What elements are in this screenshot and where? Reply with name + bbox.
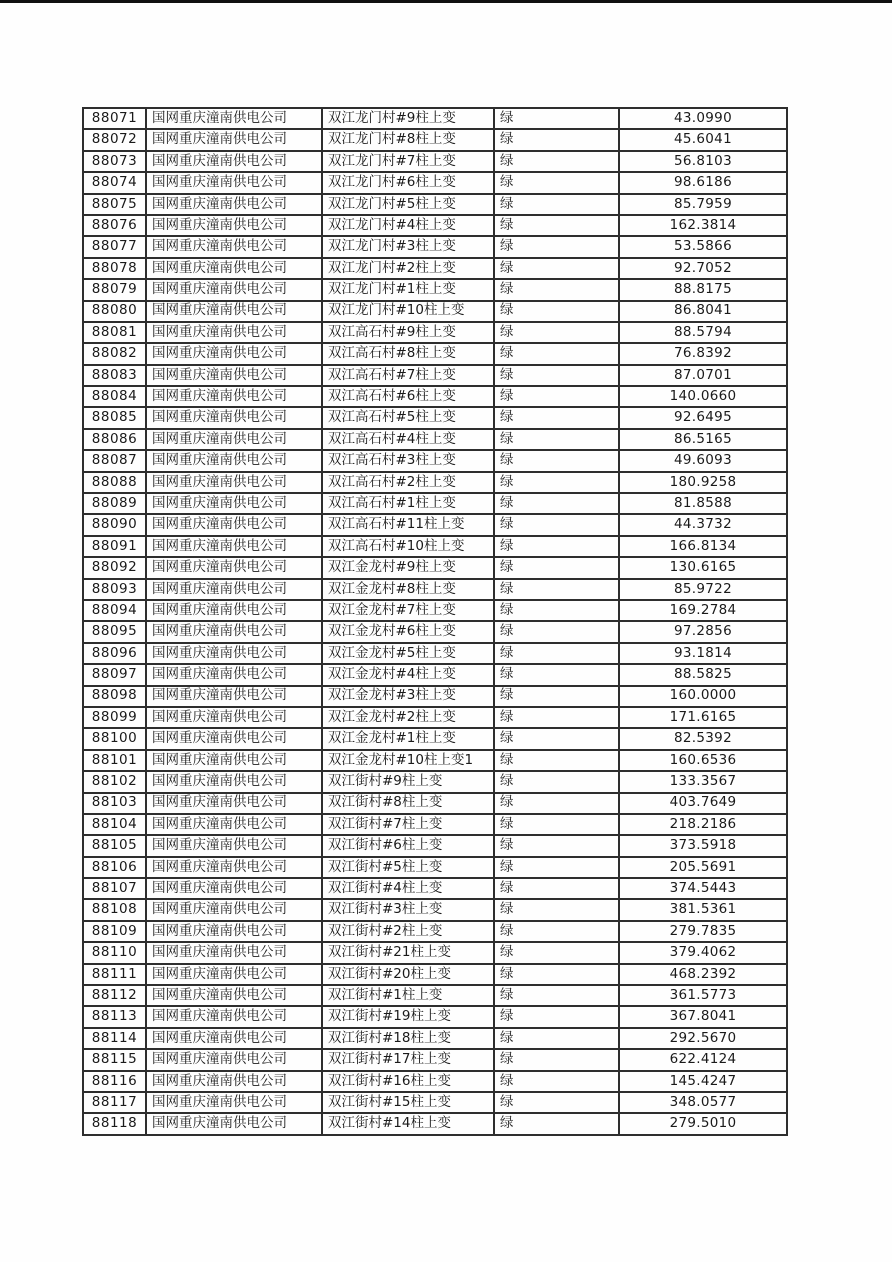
cell-company: 国网重庆潼南供电公司 (146, 386, 322, 407)
cell-id: 88088 (83, 472, 146, 493)
cell-id: 88091 (83, 536, 146, 557)
top-border-bar (0, 0, 892, 3)
cell-company: 国网重庆潼南供电公司 (146, 643, 322, 664)
cell-company: 国网重庆潼南供电公司 (146, 514, 322, 535)
table-row (83, 236, 787, 257)
table-row (83, 365, 787, 386)
cell-company: 国网重庆潼南供电公司 (146, 878, 322, 899)
cell-id: 88110 (83, 942, 146, 963)
cell-id: 88072 (83, 129, 146, 150)
cell-id: 88078 (83, 258, 146, 279)
cell-company: 国网重庆潼南供电公司 (146, 1092, 322, 1113)
cell-status: 绿 (494, 1092, 619, 1113)
cell-value: 53.5866 (619, 236, 787, 257)
cell-id: 88112 (83, 985, 146, 1006)
cell-value: 218.2186 (619, 814, 787, 835)
table-row (83, 750, 787, 771)
cell-name: 双江街村#2柱上变 (322, 921, 494, 942)
cell-name: 双江高石村#11柱上变 (322, 514, 494, 535)
cell-name: 双江金龙村#1柱上变 (322, 728, 494, 749)
cell-value: 361.5773 (619, 985, 787, 1006)
cell-company: 国网重庆潼南供电公司 (146, 343, 322, 364)
cell-id: 88083 (83, 365, 146, 386)
table-row (83, 964, 787, 985)
cell-id: 88117 (83, 1092, 146, 1113)
cell-status: 绿 (494, 215, 619, 236)
cell-name: 双江街村#17柱上变 (322, 1049, 494, 1070)
cell-company: 国网重庆潼南供电公司 (146, 557, 322, 578)
table-row (83, 407, 787, 428)
cell-id: 88076 (83, 215, 146, 236)
cell-status: 绿 (494, 1006, 619, 1027)
cell-company: 国网重庆潼南供电公司 (146, 750, 322, 771)
cell-value: 88.5794 (619, 322, 787, 343)
cell-company: 国网重庆潼南供电公司 (146, 835, 322, 856)
table-row (83, 814, 787, 835)
cell-company: 国网重庆潼南供电公司 (146, 771, 322, 792)
cell-status: 绿 (494, 407, 619, 428)
cell-company: 国网重庆潼南供电公司 (146, 194, 322, 215)
cell-company: 国网重庆潼南供电公司 (146, 172, 322, 193)
cell-id: 88100 (83, 728, 146, 749)
cell-company: 国网重庆潼南供电公司 (146, 236, 322, 257)
cell-name: 双江街村#4柱上变 (322, 878, 494, 899)
cell-status: 绿 (494, 365, 619, 386)
table-row (83, 301, 787, 322)
cell-status: 绿 (494, 621, 619, 642)
cell-company: 国网重庆潼南供电公司 (146, 921, 322, 942)
cell-status: 绿 (494, 664, 619, 685)
cell-id: 88109 (83, 921, 146, 942)
cell-status: 绿 (494, 514, 619, 535)
cell-name: 双江龙门村#2柱上变 (322, 258, 494, 279)
cell-name: 双江金龙村#8柱上变 (322, 579, 494, 600)
cell-name: 双江街村#16柱上变 (322, 1071, 494, 1092)
cell-status: 绿 (494, 964, 619, 985)
cell-id: 88106 (83, 857, 146, 878)
cell-id: 88101 (83, 750, 146, 771)
cell-company: 国网重庆潼南供电公司 (146, 728, 322, 749)
cell-status: 绿 (494, 1113, 619, 1134)
cell-company: 国网重庆潼南供电公司 (146, 472, 322, 493)
cell-name: 双江高石村#6柱上变 (322, 386, 494, 407)
table-row (83, 129, 787, 150)
cell-value: 379.4062 (619, 942, 787, 963)
table-row (83, 215, 787, 236)
table-row (83, 728, 787, 749)
cell-name: 双江街村#5柱上变 (322, 857, 494, 878)
cell-status: 绿 (494, 536, 619, 557)
cell-company: 国网重庆潼南供电公司 (146, 793, 322, 814)
cell-status: 绿 (494, 429, 619, 450)
cell-id: 88115 (83, 1049, 146, 1070)
cell-name: 双江高石村#10柱上变 (322, 536, 494, 557)
cell-status: 绿 (494, 600, 619, 621)
cell-id: 88080 (83, 301, 146, 322)
cell-name: 双江街村#8柱上变 (322, 793, 494, 814)
cell-value: 98.6186 (619, 172, 787, 193)
cell-value: 92.7052 (619, 258, 787, 279)
table-row (83, 108, 787, 129)
table-row (83, 557, 787, 578)
cell-value: 622.4124 (619, 1049, 787, 1070)
cell-status: 绿 (494, 921, 619, 942)
cell-id: 88097 (83, 664, 146, 685)
table-row (83, 985, 787, 1006)
cell-id: 88092 (83, 557, 146, 578)
cell-id: 88116 (83, 1071, 146, 1092)
cell-value: 88.5825 (619, 664, 787, 685)
cell-company: 国网重庆潼南供电公司 (146, 493, 322, 514)
cell-status: 绿 (494, 1028, 619, 1049)
table-row (83, 835, 787, 856)
cell-company: 国网重庆潼南供电公司 (146, 621, 322, 642)
cell-value: 85.7959 (619, 194, 787, 215)
cell-id: 88071 (83, 108, 146, 129)
table-row (83, 793, 787, 814)
cell-company: 国网重庆潼南供电公司 (146, 450, 322, 471)
table-row (83, 707, 787, 728)
cell-value: 43.0990 (619, 108, 787, 129)
cell-value: 93.1814 (619, 643, 787, 664)
cell-status: 绿 (494, 942, 619, 963)
table-row (83, 172, 787, 193)
cell-value: 49.6093 (619, 450, 787, 471)
table-row (83, 771, 787, 792)
cell-id: 88093 (83, 579, 146, 600)
table-row (83, 1028, 787, 1049)
cell-value: 348.0577 (619, 1092, 787, 1113)
table-row (83, 921, 787, 942)
table-row (83, 686, 787, 707)
cell-company: 国网重庆潼南供电公司 (146, 1028, 322, 1049)
cell-id: 88111 (83, 964, 146, 985)
cell-status: 绿 (494, 793, 619, 814)
cell-name: 双江高石村#1柱上变 (322, 493, 494, 514)
cell-status: 绿 (494, 258, 619, 279)
cell-id: 88086 (83, 429, 146, 450)
cell-status: 绿 (494, 1071, 619, 1092)
table-row (83, 194, 787, 215)
cell-status: 绿 (494, 129, 619, 150)
cell-value: 381.5361 (619, 899, 787, 920)
cell-company: 国网重庆潼南供电公司 (146, 1049, 322, 1070)
table-row (83, 857, 787, 878)
cell-name: 双江龙门村#3柱上变 (322, 236, 494, 257)
cell-company: 国网重庆潼南供电公司 (146, 407, 322, 428)
cell-name: 双江龙门村#1柱上变 (322, 279, 494, 300)
cell-name: 双江金龙村#7柱上变 (322, 600, 494, 621)
cell-value: 374.5443 (619, 878, 787, 899)
cell-status: 绿 (494, 386, 619, 407)
table-row (83, 621, 787, 642)
cell-id: 88118 (83, 1113, 146, 1134)
table-row (83, 1049, 787, 1070)
cell-id: 88114 (83, 1028, 146, 1049)
cell-name: 双江高石村#9柱上变 (322, 322, 494, 343)
table-row (83, 450, 787, 471)
cell-value: 86.5165 (619, 429, 787, 450)
cell-status: 绿 (494, 814, 619, 835)
table-row (83, 429, 787, 450)
cell-status: 绿 (494, 707, 619, 728)
cell-company: 国网重庆潼南供电公司 (146, 1071, 322, 1092)
cell-value: 76.8392 (619, 343, 787, 364)
cell-status: 绿 (494, 686, 619, 707)
cell-value: 56.8103 (619, 151, 787, 172)
cell-value: 205.5691 (619, 857, 787, 878)
cell-value: 162.3814 (619, 215, 787, 236)
cell-id: 88085 (83, 407, 146, 428)
cell-value: 367.8041 (619, 1006, 787, 1027)
cell-value: 468.2392 (619, 964, 787, 985)
cell-value: 87.0701 (619, 365, 787, 386)
cell-id: 88079 (83, 279, 146, 300)
cell-name: 双江街村#7柱上变 (322, 814, 494, 835)
cell-id: 88089 (83, 493, 146, 514)
cell-id: 88103 (83, 793, 146, 814)
cell-name: 双江金龙村#2柱上变 (322, 707, 494, 728)
table-row (83, 472, 787, 493)
table-row (83, 536, 787, 557)
table-row (83, 664, 787, 685)
cell-value: 97.2856 (619, 621, 787, 642)
cell-name: 双江街村#20柱上变 (322, 964, 494, 985)
cell-name: 双江街村#9柱上变 (322, 771, 494, 792)
cell-company: 国网重庆潼南供电公司 (146, 258, 322, 279)
cell-company: 国网重庆潼南供电公司 (146, 985, 322, 1006)
cell-status: 绿 (494, 771, 619, 792)
cell-status: 绿 (494, 835, 619, 856)
table-row (83, 322, 787, 343)
cell-name: 双江街村#21柱上变 (322, 942, 494, 963)
cell-status: 绿 (494, 750, 619, 771)
cell-company: 国网重庆潼南供电公司 (146, 899, 322, 920)
cell-name: 双江龙门村#5柱上变 (322, 194, 494, 215)
cell-name: 双江高石村#8柱上变 (322, 343, 494, 364)
cell-value: 160.0000 (619, 686, 787, 707)
cell-value: 45.6041 (619, 129, 787, 150)
cell-status: 绿 (494, 857, 619, 878)
cell-name: 双江金龙村#9柱上变 (322, 557, 494, 578)
cell-company: 国网重庆潼南供电公司 (146, 151, 322, 172)
cell-status: 绿 (494, 1049, 619, 1070)
cell-value: 171.6165 (619, 707, 787, 728)
cell-id: 88098 (83, 686, 146, 707)
cell-status: 绿 (494, 643, 619, 664)
cell-name: 双江金龙村#3柱上变 (322, 686, 494, 707)
cell-name: 双江龙门村#10柱上变 (322, 301, 494, 322)
cell-name: 双江高石村#7柱上变 (322, 365, 494, 386)
cell-name: 双江龙门村#7柱上变 (322, 151, 494, 172)
table-row (83, 643, 787, 664)
cell-name: 双江金龙村#5柱上变 (322, 643, 494, 664)
cell-status: 绿 (494, 728, 619, 749)
cell-id: 88102 (83, 771, 146, 792)
cell-company: 国网重庆潼南供电公司 (146, 1113, 322, 1134)
cell-status: 绿 (494, 899, 619, 920)
cell-id: 88094 (83, 600, 146, 621)
cell-name: 双江街村#18柱上变 (322, 1028, 494, 1049)
table-row (83, 279, 787, 300)
cell-value: 92.6495 (619, 407, 787, 428)
cell-value: 133.3567 (619, 771, 787, 792)
cell-value: 81.8588 (619, 493, 787, 514)
cell-company: 国网重庆潼南供电公司 (146, 429, 322, 450)
cell-status: 绿 (494, 472, 619, 493)
table-row (83, 579, 787, 600)
cell-company: 国网重庆潼南供电公司 (146, 279, 322, 300)
cell-id: 88096 (83, 643, 146, 664)
cell-id: 88104 (83, 814, 146, 835)
cell-status: 绿 (494, 878, 619, 899)
cell-id: 88075 (83, 194, 146, 215)
cell-company: 国网重庆潼南供电公司 (146, 600, 322, 621)
cell-id: 88077 (83, 236, 146, 257)
cell-status: 绿 (494, 172, 619, 193)
table-row (83, 600, 787, 621)
cell-value: 86.8041 (619, 301, 787, 322)
cell-value: 85.9722 (619, 579, 787, 600)
cell-company: 国网重庆潼南供电公司 (146, 536, 322, 557)
cell-value: 145.4247 (619, 1071, 787, 1092)
cell-value: 88.8175 (619, 279, 787, 300)
cell-value: 180.9258 (619, 472, 787, 493)
cell-id: 88090 (83, 514, 146, 535)
cell-value: 160.6536 (619, 750, 787, 771)
cell-id: 88107 (83, 878, 146, 899)
cell-company: 国网重庆潼南供电公司 (146, 301, 322, 322)
table-row (83, 258, 787, 279)
cell-name: 双江高石村#2柱上变 (322, 472, 494, 493)
cell-company: 国网重庆潼南供电公司 (146, 964, 322, 985)
cell-name: 双江高石村#5柱上变 (322, 407, 494, 428)
cell-status: 绿 (494, 151, 619, 172)
cell-name: 双江街村#15柱上变 (322, 1092, 494, 1113)
cell-company: 国网重庆潼南供电公司 (146, 365, 322, 386)
table-row (83, 1092, 787, 1113)
cell-id: 88108 (83, 899, 146, 920)
cell-name: 双江龙门村#4柱上变 (322, 215, 494, 236)
cell-company: 国网重庆潼南供电公司 (146, 814, 322, 835)
cell-value: 292.5670 (619, 1028, 787, 1049)
table-row (83, 386, 787, 407)
cell-company: 国网重庆潼南供电公司 (146, 108, 322, 129)
cell-value: 44.3732 (619, 514, 787, 535)
cell-status: 绿 (494, 343, 619, 364)
cell-value: 140.0660 (619, 386, 787, 407)
cell-name: 双江街村#19柱上变 (322, 1006, 494, 1027)
table-row (83, 1071, 787, 1092)
cell-status: 绿 (494, 279, 619, 300)
table-row (83, 942, 787, 963)
table-row (83, 151, 787, 172)
cell-company: 国网重庆潼南供电公司 (146, 215, 322, 236)
cell-name: 双江金龙村#4柱上变 (322, 664, 494, 685)
cell-value: 166.8134 (619, 536, 787, 557)
cell-company: 国网重庆潼南供电公司 (146, 1006, 322, 1027)
table-row (83, 493, 787, 514)
cell-value: 169.2784 (619, 600, 787, 621)
cell-name: 双江街村#6柱上变 (322, 835, 494, 856)
cell-id: 88073 (83, 151, 146, 172)
cell-id: 88099 (83, 707, 146, 728)
table-row (83, 899, 787, 920)
cell-id: 88074 (83, 172, 146, 193)
table-row (83, 343, 787, 364)
cell-company: 国网重庆潼南供电公司 (146, 857, 322, 878)
cell-name: 双江龙门村#9柱上变 (322, 108, 494, 129)
cell-id: 88105 (83, 835, 146, 856)
cell-id: 88084 (83, 386, 146, 407)
table-row (83, 1113, 787, 1134)
cell-status: 绿 (494, 322, 619, 343)
cell-status: 绿 (494, 194, 619, 215)
cell-name: 双江高石村#4柱上变 (322, 429, 494, 450)
transformer-table (82, 107, 788, 1136)
cell-status: 绿 (494, 450, 619, 471)
cell-status: 绿 (494, 236, 619, 257)
cell-value: 82.5392 (619, 728, 787, 749)
table-row (83, 514, 787, 535)
cell-value: 373.5918 (619, 835, 787, 856)
cell-id: 88113 (83, 1006, 146, 1027)
cell-status: 绿 (494, 985, 619, 1006)
cell-id: 88082 (83, 343, 146, 364)
cell-company: 国网重庆潼南供电公司 (146, 129, 322, 150)
cell-status: 绿 (494, 301, 619, 322)
cell-value: 279.5010 (619, 1113, 787, 1134)
cell-id: 88081 (83, 322, 146, 343)
cell-status: 绿 (494, 557, 619, 578)
cell-company: 国网重庆潼南供电公司 (146, 707, 322, 728)
transformer-table-body (83, 108, 787, 1135)
cell-name: 双江龙门村#8柱上变 (322, 129, 494, 150)
cell-status: 绿 (494, 108, 619, 129)
cell-id: 88087 (83, 450, 146, 471)
cell-status: 绿 (494, 579, 619, 600)
cell-name: 双江金龙村#10柱上变1 (322, 750, 494, 771)
cell-company: 国网重庆潼南供电公司 (146, 579, 322, 600)
cell-name: 双江高石村#3柱上变 (322, 450, 494, 471)
cell-id: 88095 (83, 621, 146, 642)
cell-status: 绿 (494, 493, 619, 514)
cell-value: 279.7835 (619, 921, 787, 942)
cell-name: 双江龙门村#6柱上变 (322, 172, 494, 193)
cell-value: 403.7649 (619, 793, 787, 814)
cell-name: 双江街村#3柱上变 (322, 899, 494, 920)
table-row (83, 1006, 787, 1027)
cell-name: 双江街村#14柱上变 (322, 1113, 494, 1134)
cell-company: 国网重庆潼南供电公司 (146, 664, 322, 685)
table-row (83, 878, 787, 899)
cell-name: 双江街村#1柱上变 (322, 985, 494, 1006)
cell-company: 国网重庆潼南供电公司 (146, 322, 322, 343)
cell-name: 双江金龙村#6柱上变 (322, 621, 494, 642)
cell-company: 国网重庆潼南供电公司 (146, 686, 322, 707)
cell-company: 国网重庆潼南供电公司 (146, 942, 322, 963)
cell-value: 130.6165 (619, 557, 787, 578)
